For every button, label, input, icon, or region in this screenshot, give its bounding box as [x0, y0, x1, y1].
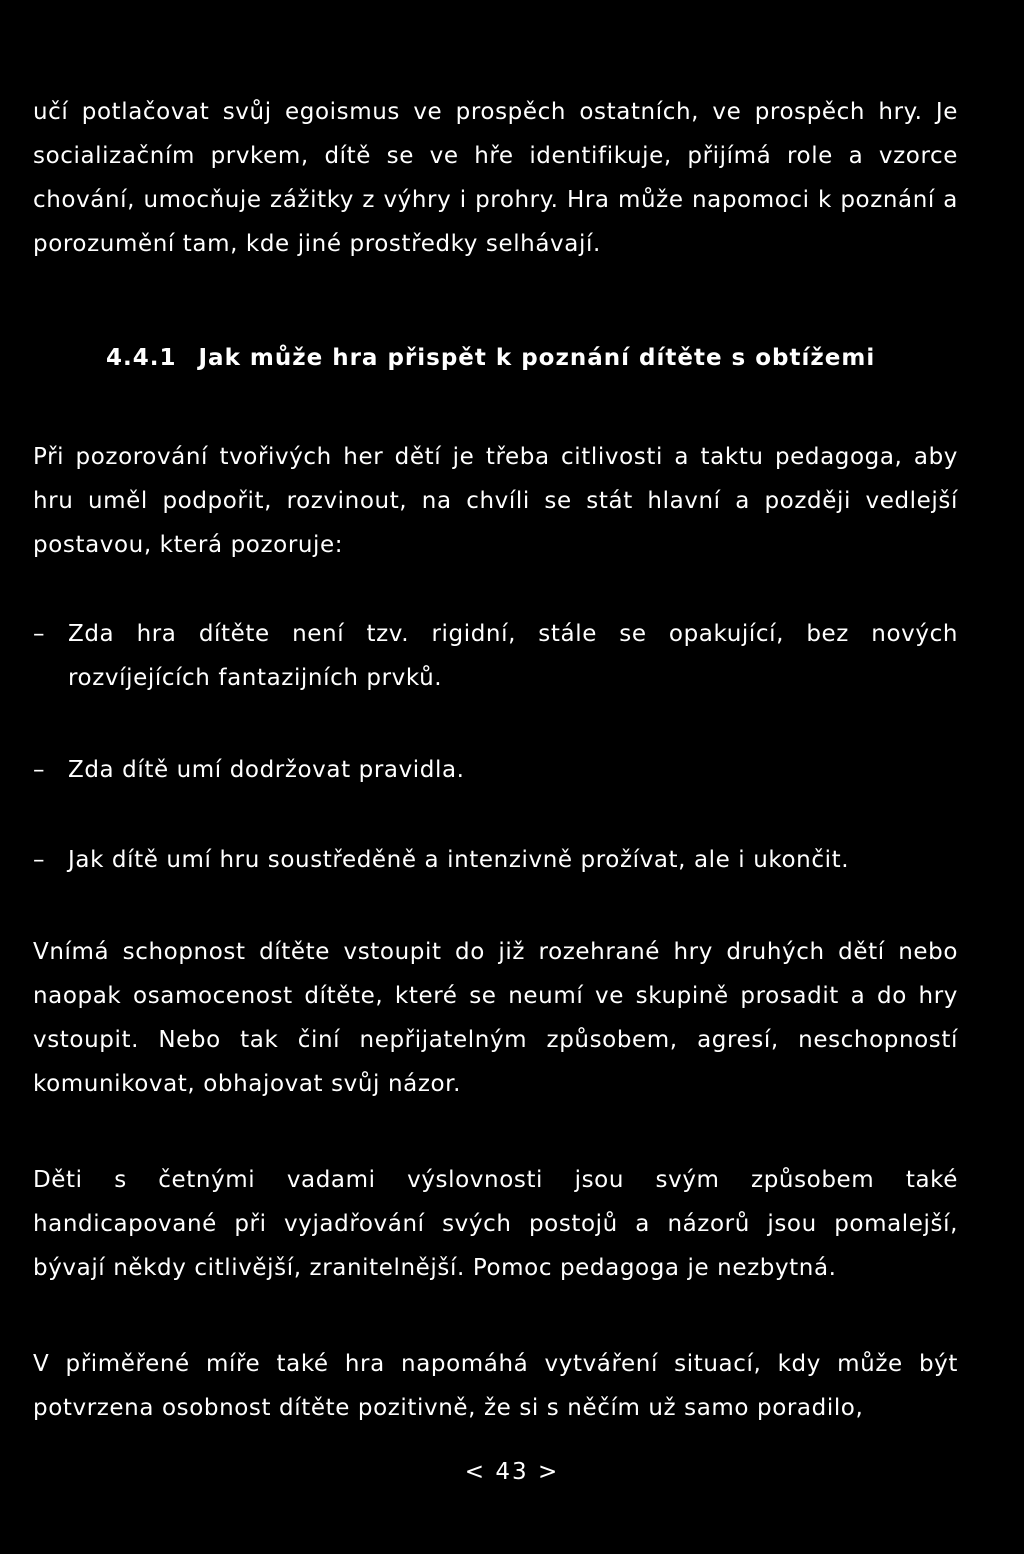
bullet-dash: –	[33, 847, 46, 873]
list-item-text: Zda hra dítěte není tzv. rigidní, stále se opakující, bez nových rozvíjejících fantazijních prvků.	[68, 621, 958, 691]
section-heading	[106, 338, 875, 378]
bullet-dash: –	[33, 757, 46, 783]
section-number: 4.4.1	[106, 345, 177, 371]
paragraph-speech-defects: Děti s četnými vadami výslovnosti jsou svým způsobem také handicapované při vyjadřování svých postojů a názorů jsou pomalejší, bývají někdy citlivější, zranitelnější. Pomoc pedagoga je nezbytná.	[33, 1167, 958, 1281]
paragraph-observation-intro: Při pozorování tvořivých her dětí je třeba citlivosti a taktu pedagoga, aby hru uměl podpořit, rozvinout, na chvíli se stát hlavní a později vedlejší postavou, která pozoruje:	[33, 444, 958, 558]
paragraph-play-socialization: učí potlačovat svůj egoismus ve prospěch ostatních, ve prospěch hry. Je socializačním prvkem, dítě se ve hře identifikuje, přijímá role a vzorce chování, umocňuje zážitky z výhry i prohry. Hra může napomoci k poznání a porozumění tam, kde jiné prostředky selhávají.	[33, 99, 958, 257]
page-number: < 43 >	[464, 1459, 560, 1485]
list-item	[33, 838, 958, 882]
list-item	[33, 612, 958, 700]
paragraph-group-entry: Vnímá schopnost dítěte vstoupit do již rozehrané hry druhých dětí nebo naopak osamocenost dítěte, které se neumí ve skupině prosadit a do hry vstoupit. Nebo tak činí nepřijatelným způsobem, agresí, neschopností komunikovat, obhajovat svůj názor.	[33, 939, 958, 1097]
list-item-text: Zda dítě umí dodržovat pravidla.	[68, 757, 465, 783]
section-title: Jak může hra přispět k poznání dítěte s obtížemi	[198, 345, 876, 371]
paragraph-confirmation: V přiměřené míře také hra napomáhá vytváření situací, kdy může být potvrzena osobnost dítěte pozitivně, že si s něčím už samo poradilo,	[33, 1351, 958, 1421]
bullet-dash: –	[33, 621, 46, 647]
list-item	[33, 748, 958, 792]
list-item-text: Jak dítě umí hru soustředěně a intenzivně prožívat, ale i ukončit.	[68, 847, 850, 873]
